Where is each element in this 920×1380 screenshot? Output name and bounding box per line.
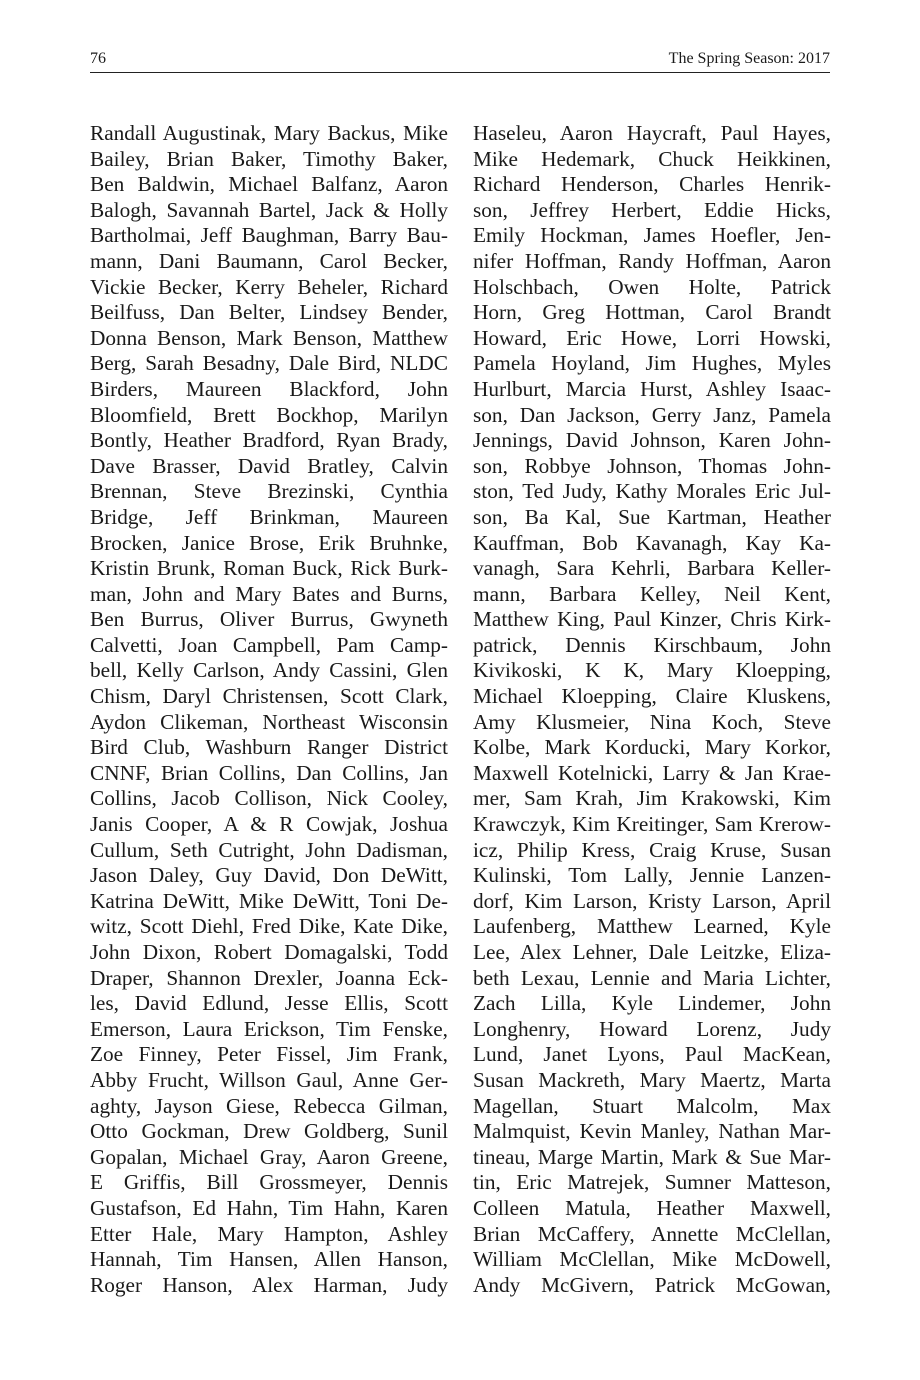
text-line: son, Dan Jackson, Gerry Janz, Pamela	[473, 402, 831, 427]
text-line: patrick, Dennis Kirschbaum, John	[473, 632, 831, 657]
text-line: Roger Hanson, Alex Harman, Judy	[90, 1272, 448, 1297]
text-line: mann, Barbara Kelley, Neil Kent,	[473, 581, 831, 606]
text-line: William McClellan, Mike McDowell,	[473, 1247, 831, 1272]
text-line: Emerson, Laura Erickson, Tim Fenske,	[90, 1016, 448, 1041]
text-line: ston, Ted Judy, Kathy Morales Eric Jul-	[473, 479, 831, 504]
running-head: The Spring Season: 2017	[668, 50, 830, 67]
text-line: Abby Frucht, Willson Gaul, Anne Ger-	[90, 1067, 448, 1092]
text-line: Randall Augustinak, Mary Backus, Mike	[90, 121, 448, 145]
text-line: Howard, Eric Howe, Lorri Howski,	[473, 325, 831, 350]
text-line: Hurlburt, Marcia Hurst, Ashley Isaac-	[473, 376, 831, 401]
text-line: Katrina DeWitt, Mike DeWitt, Toni De-	[90, 888, 448, 913]
text-line: Brian McCaffery, Annette McClellan,	[473, 1221, 831, 1246]
text-line: Bailey, Brian Baker, Timothy Baker,	[90, 146, 448, 171]
text-line: Kolbe, Mark Korducki, Mary Korkor,	[473, 735, 831, 760]
text-line: nifer Hoffman, Randy Hoffman, Aaron	[473, 248, 831, 273]
text-line: Michael Kloepping, Claire Kluskens,	[473, 684, 831, 709]
text-line: Magellan, Stuart Malcolm, Max	[473, 1093, 831, 1118]
text-line: Brennan, Steve Brezinski, Cynthia	[90, 479, 448, 504]
text-line: Bartholmai, Jeff Baughman, Barry Bau-	[90, 223, 448, 248]
text-line: Gopalan, Michael Gray, Aaron Greene,	[90, 1144, 448, 1169]
text-line: CNNF, Brian Collins, Dan Collins, Jan	[90, 760, 448, 785]
text-line: Ben Burrus, Oliver Burrus, Gwyneth	[90, 607, 448, 632]
text-line: tineau, Marge Martin, Mark & Sue Mar-	[473, 1144, 831, 1169]
text-line: dorf, Kim Larson, Kristy Larson, April	[473, 888, 831, 913]
text-line: Hannah, Tim Hansen, Allen Hanson,	[90, 1247, 448, 1272]
text-line: Zoe Finney, Peter Fissel, Jim Frank,	[90, 1042, 448, 1067]
text-line: son, Jeffrey Herbert, Eddie Hicks,	[473, 197, 831, 222]
right-column	[473, 121, 831, 1298]
text-line: Malmquist, Kevin Manley, Nathan Mar-	[473, 1119, 831, 1144]
text-line: Amy Klusmeier, Nina Koch, Steve	[473, 709, 831, 734]
text-line: Andy McGivern, Patrick McGowan,	[473, 1272, 831, 1297]
text-line: Otto Gockman, Drew Goldberg, Sunil	[90, 1119, 448, 1144]
text-line: Kivikoski, K K, Mary Kloepping,	[473, 658, 831, 683]
text-line: Dave Brasser, David Bratley, Calvin	[90, 453, 448, 478]
text-line: Ben Baldwin, Michael Balfanz, Aaron	[90, 172, 448, 197]
text-line: Richard Henderson, Charles Henrik-	[473, 172, 831, 197]
text-line: Bridge, Jeff Brinkman, Maureen	[90, 504, 448, 529]
text-line: Holschbach, Owen Holte, Patrick	[473, 274, 831, 299]
text-line: Donna Benson, Mark Benson, Matthew	[90, 325, 448, 350]
text-line: Bontly, Heather Bradford, Ryan Brady,	[90, 428, 448, 453]
text-line: mer, Sam Krah, Jim Krakowski, Kim	[473, 786, 831, 811]
text-line: Matthew King, Paul Kinzer, Chris Kirk-	[473, 607, 831, 632]
text-line: Lund, Janet Lyons, Paul MacKean,	[473, 1042, 831, 1067]
text-line: Pamela Hoyland, Jim Hughes, Myles	[473, 351, 831, 376]
text-line: Beilfuss, Dan Belter, Lindsey Bender,	[90, 300, 448, 325]
text-line: Colleen Matula, Heather Maxwell,	[473, 1195, 831, 1220]
text-line: John Dixon, Robert Domagalski, Todd	[90, 940, 448, 964]
text-line: Haseleu, Aaron Haycraft, Paul Hayes,	[473, 121, 831, 145]
page-header	[90, 50, 830, 73]
text-line: mann, Dani Baumann, Carol Becker,	[90, 248, 448, 273]
text-line: Mike Hedemark, Chuck Heikkinen,	[473, 146, 831, 171]
text-line: Maxwell Kotelnicki, Larry & Jan Krae-	[473, 760, 831, 785]
text-line: beth Lexau, Lennie and Maria Lichter,	[473, 965, 831, 990]
text-line: Kulinski, Tom Lally, Jennie Lanzen-	[473, 863, 831, 888]
text-line: Gustafson, Ed Hahn, Tim Hahn, Karen	[90, 1195, 448, 1220]
text-line: Berg, Sarah Besadny, Dale Bird, NLDC	[90, 351, 448, 376]
text-line: Collins, Jacob Collison, Nick Cooley,	[90, 786, 448, 811]
text-line: Balogh, Savannah Bartel, Jack & Holly	[90, 197, 448, 222]
page-number: 76	[90, 50, 106, 67]
text-line: Chism, Daryl Christensen, Scott Clark,	[90, 684, 448, 709]
text-line: tin, Eric Matrejek, Sumner Matteson,	[473, 1170, 831, 1195]
text-line: Zach Lilla, Kyle Lindemer, John	[473, 991, 831, 1016]
text-line: Kauffman, Bob Kavanagh, Kay Ka-	[473, 530, 831, 555]
text-line: Emily Hockman, James Hoefler, Jen-	[473, 223, 831, 248]
text-line: Bird Club, Washburn Ranger District	[90, 735, 448, 760]
text-line: Jason Daley, Guy David, Don DeWitt,	[90, 863, 448, 888]
text-line: son, Ba Kal, Sue Kartman, Heather	[473, 504, 831, 529]
text-line: Janis Cooper, A & R Cowjak, Joshua	[90, 812, 448, 837]
text-line: Draper, Shannon Drexler, Joanna Eck-	[90, 965, 448, 990]
text-line: son, Robbye Johnson, Thomas John-	[473, 453, 831, 478]
text-line: Kristin Brunk, Roman Buck, Rick Burk-	[90, 556, 448, 581]
left-column	[90, 121, 448, 1298]
text-line: man, John and Mary Bates and Burns,	[90, 581, 448, 606]
text-line: Longhenry, Howard Lorenz, Judy	[473, 1016, 831, 1041]
text-line: icz, Philip Kress, Craig Kruse, Susan	[473, 837, 831, 862]
text-line: Aydon Clikeman, Northeast Wisconsin	[90, 709, 448, 734]
text-line: Bloomfield, Brett Bockhop, Marilyn	[90, 402, 448, 427]
text-line: les, David Edlund, Jesse Ellis, Scott	[90, 991, 448, 1016]
text-line: Laufenberg, Matthew Learned, Kyle	[473, 914, 831, 939]
text-line: E Griffis, Bill Grossmeyer, Dennis	[90, 1170, 448, 1195]
text-line: Brocken, Janice Brose, Erik Bruhnke,	[90, 530, 448, 555]
text-line: vanagh, Sara Kehrli, Barbara Keller-	[473, 556, 831, 581]
text-line: Calvetti, Joan Campbell, Pam Camp-	[90, 632, 448, 657]
text-line: Jennings, David Johnson, Karen John-	[473, 428, 831, 453]
text-line: Lee, Alex Lehner, Dale Leitzke, Eliza-	[473, 940, 831, 964]
text-line: Horn, Greg Hottman, Carol Brandt	[473, 300, 831, 325]
text-line: Etter Hale, Mary Hampton, Ashley	[90, 1221, 448, 1246]
text-line: Cullum, Seth Cutright, John Dadisman,	[90, 837, 448, 862]
text-line: aghty, Jayson Giese, Rebecca Gilman,	[90, 1093, 448, 1118]
text-line: witz, Scott Diehl, Fred Dike, Kate Dike,	[90, 914, 448, 939]
text-line: bell, Kelly Carlson, Andy Cassini, Glen	[90, 658, 448, 683]
text-line: Krawczyk, Kim Kreitinger, Sam Krerow-	[473, 812, 831, 837]
text-line: Vickie Becker, Kerry Beheler, Richard	[90, 274, 448, 299]
text-line: Susan Mackreth, Mary Maertz, Marta	[473, 1067, 831, 1092]
text-line: Birders, Maureen Blackford, John	[90, 376, 448, 401]
